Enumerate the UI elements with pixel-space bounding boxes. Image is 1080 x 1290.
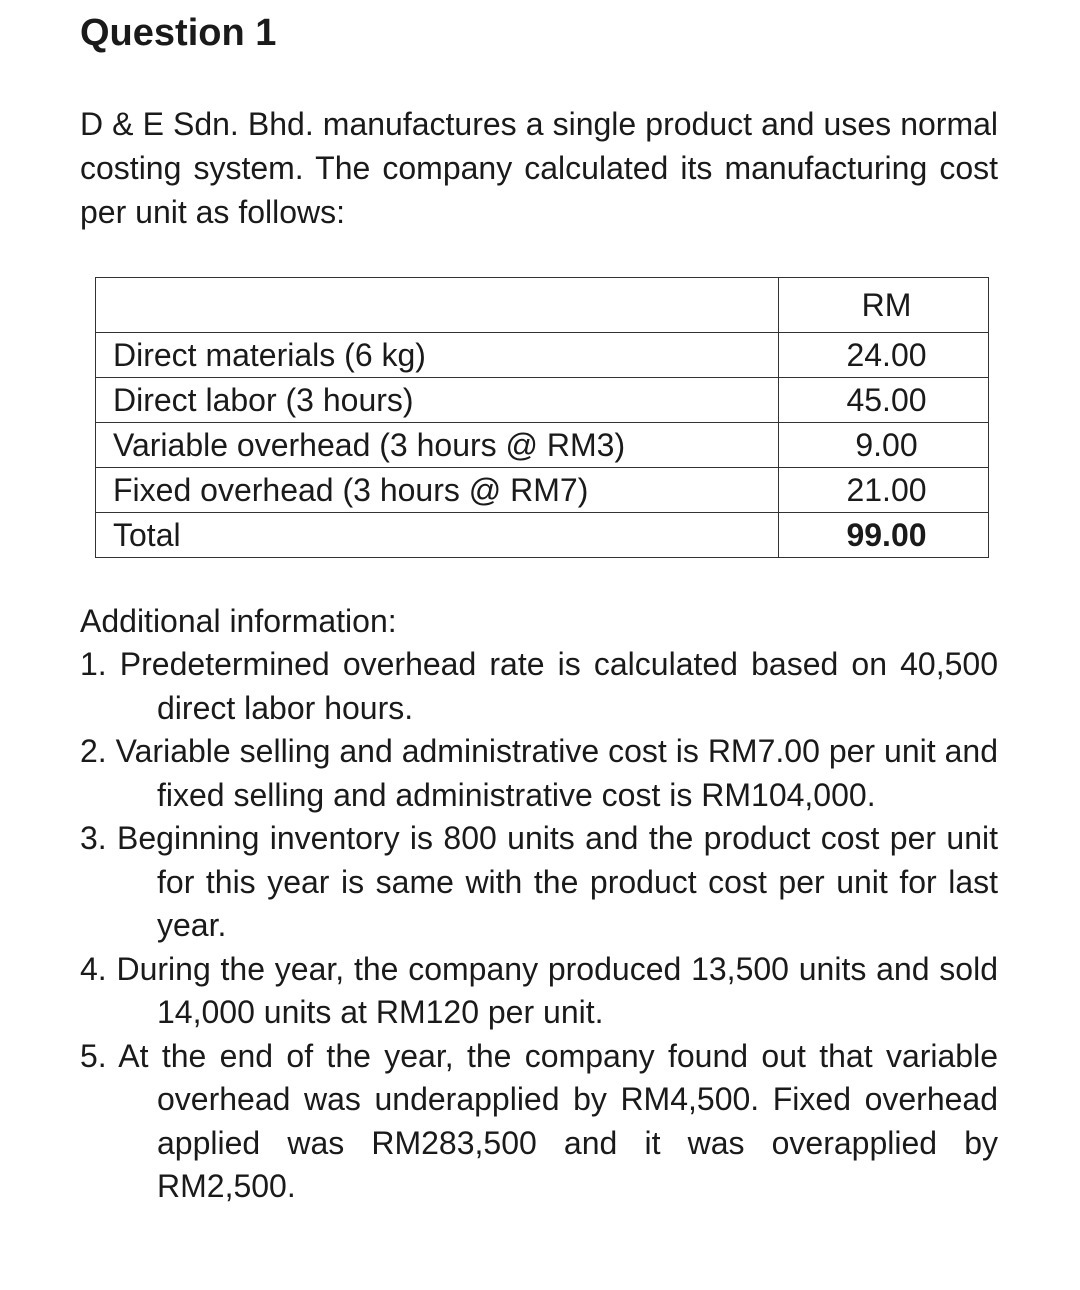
table-header-row <box>96 278 989 333</box>
additional-info-list <box>80 643 998 1209</box>
row-amount: 45.00 <box>779 378 989 423</box>
row-amount: 24.00 <box>779 333 989 378</box>
info-item: 4. During the year, the company produced 13,500 units and sold 14,000 units at RM120 per unit. <box>80 950 998 1030</box>
table-row <box>96 378 989 423</box>
total-amount: 99.00 <box>779 513 989 558</box>
table-row <box>96 423 989 468</box>
row-label: Variable overhead (3 hours @ RM3) <box>96 423 779 468</box>
table-total-row <box>96 513 989 558</box>
row-label: Direct materials (6 kg) <box>96 333 779 378</box>
intro-paragraph: D & E Sdn. Bhd. manufactures a single product and uses normal costing system. The company calculated its manufacturing cost per unit as follows: <box>80 106 998 230</box>
row-label: Fixed overhead (3 hours @ RM7) <box>96 468 779 513</box>
info-item: 2. Variable selling and administrative cost is RM7.00 per unit and fixed selling and administrative cost is RM104,000. <box>80 733 998 813</box>
info-item: 1. Predetermined overhead rate is calculated based on 40,500 direct labor hours. <box>80 646 998 726</box>
info-item: 3. Beginning inventory is 800 units and the product cost per unit for this year is same with the product cost per unit for last year. <box>80 820 998 943</box>
header-label-cell <box>96 278 779 333</box>
table-row <box>96 333 989 378</box>
row-amount: 9.00 <box>779 423 989 468</box>
info-item: 5. At the end of the year, the company found out that variable overhead was underapplied by RM4,500. Fixed overhead applied was RM283,500 and it was overapplied by RM2,500. <box>80 1037 998 1204</box>
total-label: Total <box>96 513 779 558</box>
cost-per-unit-table <box>95 277 989 558</box>
row-label: Direct labor (3 hours) <box>96 378 779 423</box>
additional-info-heading: Additional information: <box>80 603 397 639</box>
header-currency-cell: RM <box>779 278 989 333</box>
row-amount: 21.00 <box>779 468 989 513</box>
table-row <box>96 468 989 513</box>
question-title: Question 1 <box>80 12 277 54</box>
